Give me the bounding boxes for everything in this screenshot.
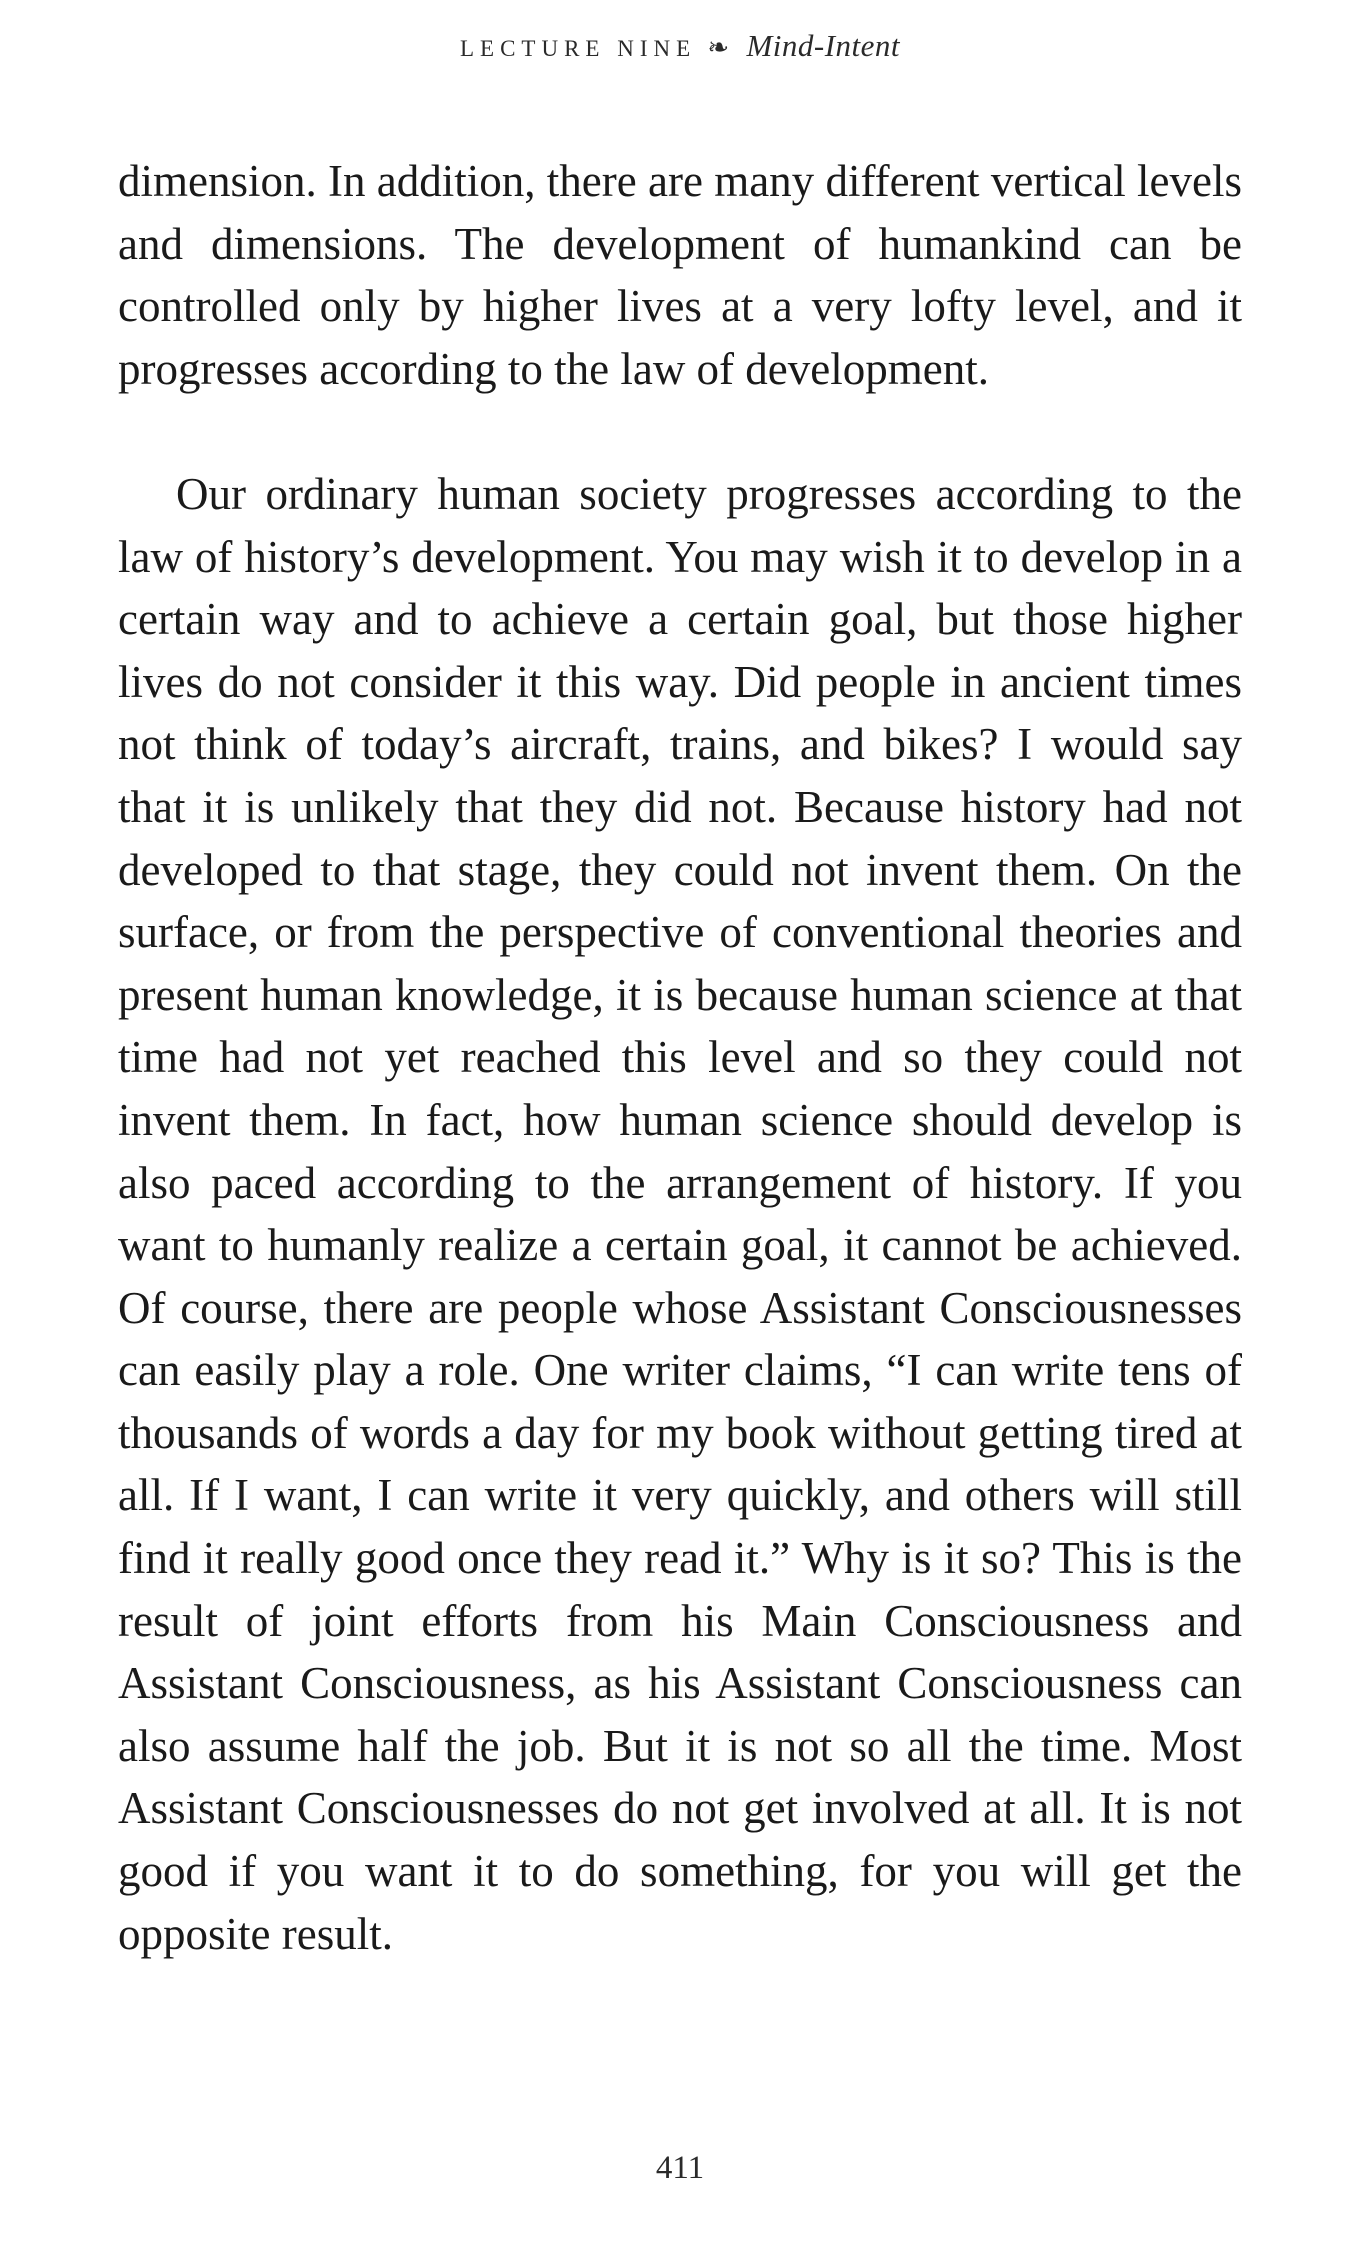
- paragraph: Our ordinary human society progresses according to the law of history’s development. You may wish it to develop in a certain way and to achieve a certain goal, but those higher lives do not consider it this way. Did people in ancient times not think of today’s aircraft, trains, and bikes? I would say that it is unlikely that they did not. Because history had not developed to that stage, they could not invent them. On the surface, or from the perspective of conventional theories and present human knowledge, it is because human science at that time had not yet reached this level and so they could not invent them. In fact, how human science should develop is also paced according to the arrangement of history. If you want to humanly realize a certain goal, it cannot be achieved. Of course, there are people whose Assistant Consciousnesses can easily play a role. One writer claims, “I can write tens of thousands of words a day for my book without getting tired at all. If I want, I can write it very quickly, and others will still find it really good once they read it.” Why is it so? This is the result of joint efforts from his Main Consciousness and Assistant Consciousness, as his Assistant Consciousness can also assume half the job. But it is not so all the time. Most Assistant Consciousnesses do not get involved at all. It is not good if you want it to do something, for you will get the opposite result.: [118, 468, 1242, 1959]
- running-head-section: LECTURE NINE: [459, 36, 697, 61]
- running-head-title: Mind-Intent: [746, 28, 901, 63]
- fleuron-icon: ❧: [707, 33, 730, 62]
- paragraph-continued: dimension. In addition, there are many different vertical levels and dimensions. The development of humankind can be controlled only by higher lives at a very lofty level, and it progresses according to the law of development.: [118, 156, 1242, 394]
- page-number: 411: [655, 2150, 705, 2186]
- running-head: [0, 28, 1360, 67]
- body-text: [118, 150, 1242, 1965]
